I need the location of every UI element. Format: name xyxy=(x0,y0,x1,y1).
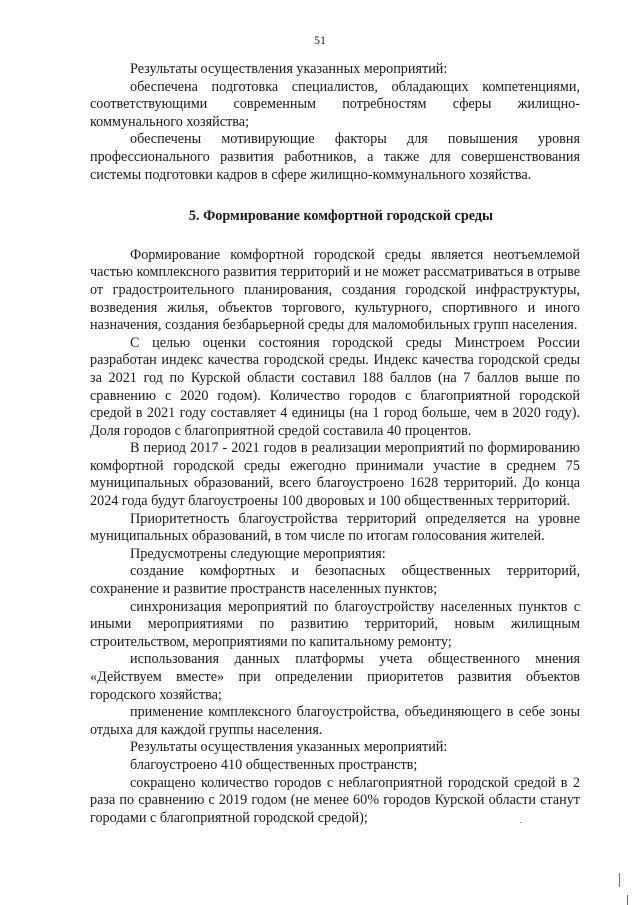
scan-artifact xyxy=(627,895,628,905)
scan-artifact xyxy=(619,873,620,887)
paragraph: Формирование комфортной городской среды является неотъемлемой частью комплексного развития территорий и не может рассматриваться в отрыве от градостроительного планирования, создания городской инфраструктуры, возведения жилья, объектов торгового, культурного, спортивного и иного назначения, создания безбарьерной среды для маломобильных групп населения. xyxy=(90,246,580,334)
paragraph: благоустроено 410 общественных пространств; xyxy=(130,756,418,773)
paragraph: С целью оценки состояния городской среды Минстроем России разработан индекс качества городской среды. Индекс качества городской среды за 2021 год по Курской области составил 188 баллов (на 7 баллов выше по сравнению с 2020 годом). Количество городов с благоприятной городской средой в 2021 году составляет 4 единицы (на 1 город больше, чем в 2020 году). Доля городов с благоприятной средой составила 40 процентов. xyxy=(90,334,580,439)
paragraph: создание комфортных и безопасных общественных территорий, сохранение и развитие пространств населенных пунктов; xyxy=(90,563,580,598)
paragraph: применение комплексного благоустройства, объединяющего в себе зоны отдыха для каждой группы населения. xyxy=(90,704,580,738)
section-heading: 5. Формирование комфортной городской среды xyxy=(188,208,494,225)
page-number: 51 xyxy=(314,33,326,47)
scan-artifact xyxy=(520,822,521,823)
paragraph: сокращено количество городов с неблагоприятной городской средой в 2 раза по сравнению с 2019 годом (не менее 60% городов Курской области станут городами с благоприятной городской средой); xyxy=(90,774,580,826)
document-body xyxy=(90,61,580,827)
paragraph: использования данных платформы учета общественного мнения «Действуем вместе» при определении приоритетов развития объектов городского хозяйства; xyxy=(90,651,580,703)
paragraph: Результаты осуществления указанных мероприятий: xyxy=(130,739,448,756)
paragraph: синхронизация мероприятий по благоустройству населенных пунктов с иными мероприятиями по развитию территорий, новым жилищным строительством, мероприятиями по капитальному ремонту; xyxy=(90,598,580,650)
paragraph: Результаты осуществления указанных мероприятий: xyxy=(130,61,448,77)
paragraph: обеспечены мотивирующие факторы для повышения уровня профессионального развития работников, а также для совершенствования системы подготовки кадров в сфере жилищно-коммунального хозяйства. xyxy=(90,131,580,183)
paragraph: В период 2017 - 2021 годов в реализации мероприятий по формированию комфортной городской среды ежегодно принимали участие в среднем 75 муниципальных образований, всего благоустроено 1628 территорий. До конца 2024 года будут благоустроены 100 дворовых и 100 общественных территорий. xyxy=(90,440,580,510)
paragraph: Предусмотрены следующие мероприятия: xyxy=(130,545,386,562)
paragraph: Приоритетность благоустройства территорий определяется на уровне муниципальных образований, в том числе по итогам голосования жителей. xyxy=(90,510,580,545)
paragraph: обеспечена подготовка специалистов, обладающих компетенциями, соответствующими современным потребностям сферы жилищно-коммунального хозяйства; xyxy=(90,78,580,130)
